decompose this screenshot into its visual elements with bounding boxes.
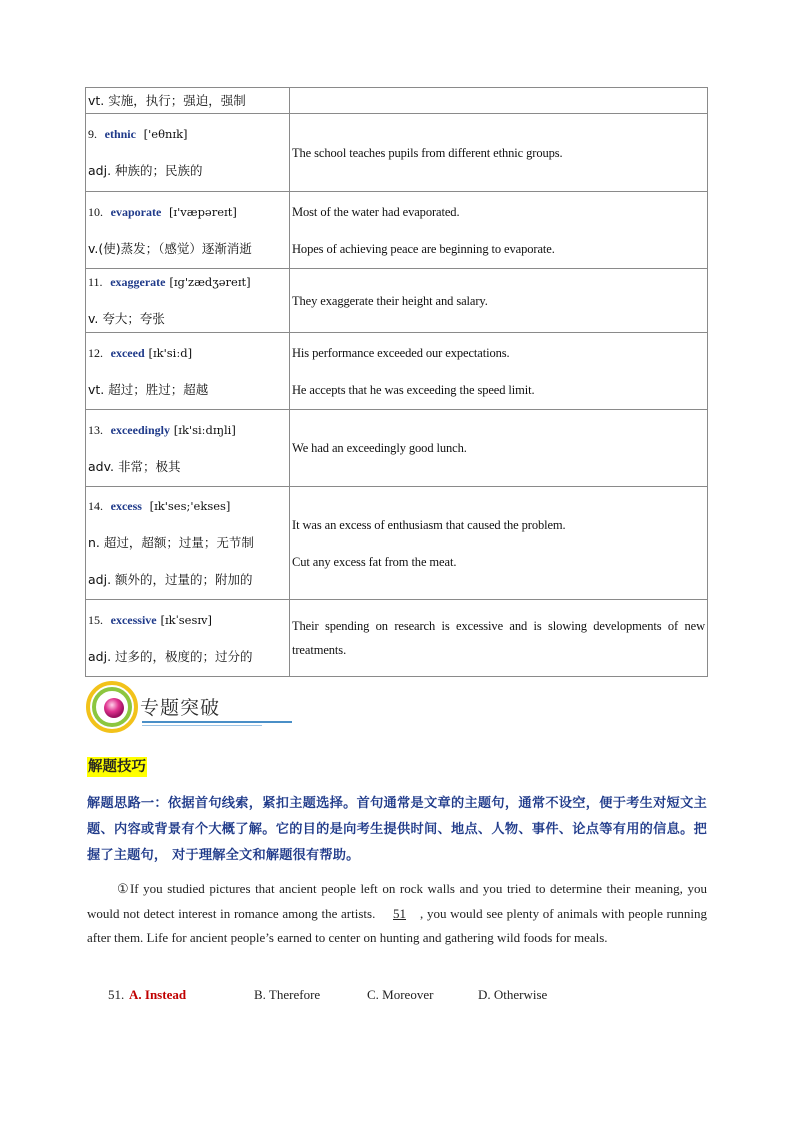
- vocab-example: [290, 333, 708, 410]
- vocab-row-ethnic: [86, 114, 708, 192]
- headword: exaggerate: [110, 275, 166, 289]
- vocab-row-exaggerate: [86, 269, 708, 333]
- headword-line: 13. exceedingly [ɪk'siːdɪŋli]: [88, 422, 236, 437]
- vocab-example: [290, 410, 708, 487]
- headword: exceed: [110, 345, 145, 360]
- example-sentence: Their spending on research is excessive and is slowing developments of new treatments.: [292, 619, 705, 657]
- headword-line: 9. ethnic ['eθnɪk]: [88, 127, 188, 141]
- headword: excessive: [110, 612, 157, 627]
- example-sentence: Cut any excess fat from the meat.: [292, 554, 457, 569]
- vocab-example: [290, 192, 708, 269]
- vocab-entry: [86, 114, 290, 192]
- section-banner: [86, 681, 292, 733]
- phonetic: ['eθnɪk]: [143, 127, 188, 141]
- example-sentence: He accepts that he was exceeding the speed limit.: [292, 382, 535, 397]
- answer-options: [108, 987, 708, 1009]
- cloze-passage: ①If you studied pictures that ancient people left on rock walls and you tried to determine their meaning, you would not detect interest in romance among the artists. 51 , you would see plenty of animals with people running after them. Life for ancient people’s earned to center on hunting and gathering wild foods for meals.: [87, 881, 707, 945]
- divider: [142, 721, 292, 723]
- definition: v.(使)蒸发；（感觉）逐渐消逝: [88, 240, 252, 256]
- example-sentence: His performance exceeded our expectations.: [292, 345, 510, 360]
- phonetic: [ɪk'siːdɪŋli]: [173, 422, 236, 437]
- vocab-example: [290, 114, 708, 192]
- definition: vt. 实施，执行；强迫，强制: [88, 92, 246, 108]
- definition: adj. 种族的；民族的: [88, 163, 203, 178]
- headword: exceedingly: [110, 422, 170, 437]
- phonetic: [ɪkˈsesɪv]: [160, 612, 213, 627]
- option-b: B. Therefore: [254, 987, 321, 1002]
- vocab-entry: [86, 333, 290, 410]
- vocab-entry: [86, 487, 290, 600]
- headword: excess: [110, 499, 142, 513]
- example-sentence: They exaggerate their height and salary.: [292, 293, 488, 308]
- example-sentence: It was an excess of enthusiasm that caused the problem.: [292, 517, 566, 532]
- vocab-row-excess: [86, 487, 708, 600]
- option-c: C. Moreover: [367, 987, 434, 1002]
- vocab-row-exceedingly: [86, 410, 708, 487]
- vocab-example: [290, 487, 708, 600]
- headword-line: 15. excessive [ɪkˈsesɪv]: [88, 612, 213, 627]
- example-sentence: We had an exceedingly good lunch.: [292, 441, 467, 455]
- question-number: 51.: [108, 987, 125, 1002]
- tips-label: 解题技巧: [88, 759, 146, 775]
- headword-line: 14. excess [ɪk'ses;'ekses]: [88, 499, 231, 513]
- vocabulary-table: [85, 87, 708, 677]
- vocab-example: [290, 600, 708, 677]
- vocab-row-enforce: [86, 88, 708, 114]
- vocab-row-excessive: [86, 600, 708, 677]
- vocab-entry: [86, 600, 290, 677]
- vocab-example: [290, 269, 708, 333]
- section-title: 专题突破: [140, 697, 221, 719]
- definition: v. 夸大；夸张: [88, 311, 165, 326]
- headword-line: 10. evaporate [ɪ'væpəreɪt]: [88, 204, 237, 219]
- definition: vt. 超过；胜过；超越: [88, 381, 209, 397]
- divider: [142, 725, 262, 726]
- definition: adv. 非常；极其: [88, 458, 181, 474]
- option-a-correct: A. Instead: [129, 987, 187, 1002]
- option-d: D. Otherwise: [478, 987, 548, 1002]
- headword-line: 12. exceed [ɪk'siːd]: [88, 345, 193, 360]
- vocab-entry: [86, 410, 290, 487]
- vocab-row-evaporate: [86, 192, 708, 269]
- vocab-example: [290, 88, 708, 114]
- cloze-blank: 51: [393, 905, 407, 921]
- headword: evaporate: [110, 204, 162, 219]
- example-sentence: Most of the water had evaporated.: [292, 204, 460, 219]
- target-ball-icon: [86, 681, 138, 733]
- phonetic: [ɪ'væpəreɪt]: [168, 204, 237, 219]
- phonetic: [ɪg'zædʒəreɪt]: [169, 275, 251, 289]
- headword: ethnic: [104, 127, 136, 141]
- headword-line: 11. exaggerate [ɪg'zædʒəreɪt]: [88, 275, 251, 289]
- example-sentence: Hopes of achieving peace are beginning to evaporate.: [292, 241, 555, 256]
- definition: adj. 过多的，极度的；过分的: [88, 648, 253, 664]
- tips-paragraph: 解题思路一：依据首句线索，紧扣主题选择。首句通常是文章的主题句，通常不设空，便于考生对短文主题、内容或背景有个大概了解。它的目的是向考生提供时间、地点、人物、事件、论点等有用的信息。把握了主题句， 对于理解全文和解题很有帮助。: [87, 796, 707, 863]
- vocab-entry: [86, 192, 290, 269]
- definition: n. 超过，超额；过量；无节制: [88, 535, 254, 550]
- vocab-entry: [86, 269, 290, 333]
- definition: adj. 额外的，过量的；附加的: [88, 572, 253, 587]
- phonetic: [ɪk'siːd]: [148, 345, 193, 360]
- vocab-row-exceed: [86, 333, 708, 410]
- vocab-entry: [86, 88, 290, 114]
- example-sentence: The school teaches pupils from different ethnic groups.: [292, 145, 563, 160]
- phonetic: [ɪk'ses;'ekses]: [149, 499, 231, 513]
